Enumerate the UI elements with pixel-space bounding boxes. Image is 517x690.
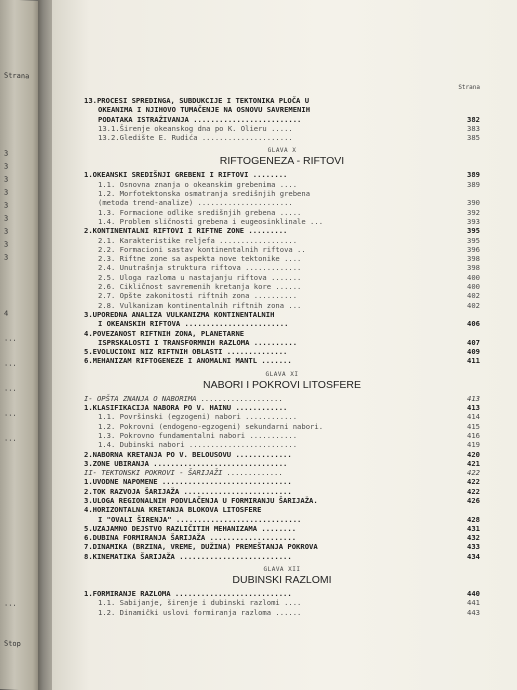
toc-entry-number: 5. — [84, 523, 93, 533]
left-page-fragment: ... — [4, 434, 17, 443]
toc-entry — [84, 468, 480, 477]
chapter-10-entries — [84, 170, 480, 365]
toc-entry-page: 402 — [467, 300, 480, 310]
toc-entry — [84, 133, 480, 142]
toc-entry-title: 1.1. Sabijanje, širenje i dubinski razlomi .... — [98, 598, 302, 608]
toc-entry-number: 7. — [84, 542, 93, 552]
toc-entry-title: (metoda trend-analize) ...................... — [98, 198, 293, 208]
toc-entry-page: 395 — [467, 235, 480, 245]
left-page-fragment: 3 — [4, 240, 9, 249]
toc-entry — [84, 319, 480, 328]
toc-entry — [84, 245, 480, 254]
left-page-fragment: ... — [4, 599, 17, 608]
toc-entry — [84, 124, 480, 133]
toc-entry-title: UPOREDNA ANALIZA VULKANIZMA KONTINENTALNIH — [92, 309, 275, 319]
toc-entry — [84, 542, 480, 551]
toc-entry-page: 422 — [467, 468, 480, 478]
toc-entry — [84, 301, 480, 310]
toc-entry-number: 8. — [84, 551, 93, 561]
toc-entry-title: 13.2.Gledište E. Rudića ..................... — [98, 133, 293, 143]
toc-entry-title: PROCESI SPREDINGA, SUBDUKCIJE I TEKTONIKA PLOČA U — [96, 96, 310, 105]
toc-entry-title: 2.6. Cikličnost savremenih kretanja kore ...... — [98, 282, 302, 292]
chapter-10-label: GLAVA X — [267, 147, 297, 155]
toc-entry-page: 413 — [467, 393, 480, 403]
left-page-fragment: ... — [4, 334, 17, 343]
toc-entry-number: 3. — [84, 495, 93, 505]
toc-entry-title: I "OVALI ŠIRENJA" ............................. — [98, 514, 302, 524]
toc-entry-page: 420 — [467, 449, 480, 459]
toc-entry-page: 395 — [467, 226, 480, 236]
chapter-12-label: GLAVA XII — [263, 566, 301, 574]
left-page-fragment: ... — [4, 359, 17, 368]
left-page-fragment: 3 — [4, 227, 9, 236]
toc-entry-title: - OPŠTA ZNANJA O NABORIMA ................... — [88, 393, 284, 403]
toc-entry-page: 422 — [467, 477, 480, 487]
left-page-fragment: 3 — [4, 214, 9, 223]
toc-entry — [84, 552, 480, 561]
toc-entry-page: 383 — [467, 123, 480, 133]
toc-entry-title: KINEMATIKA ŠARIJAŽA .......................... — [92, 551, 292, 561]
toc-entry-page: 421 — [467, 458, 480, 468]
toc-entry-page: 390 — [467, 198, 480, 208]
toc-entry-page: 402 — [467, 291, 480, 301]
toc-entry-number: 5. — [84, 347, 93, 357]
toc-entry — [84, 254, 480, 263]
toc-entry — [84, 96, 480, 105]
left-page-fragment: ... — [4, 409, 17, 418]
toc-entry-number: 4. — [84, 328, 93, 338]
toc-entry — [84, 515, 480, 524]
toc-entry-page: 411 — [467, 356, 480, 366]
toc-entry — [84, 180, 480, 189]
left-page-fragment: 3 — [4, 188, 9, 197]
toc-entry-title: I OKEANSKIH RIFTOVA ........................ — [98, 319, 289, 329]
toc-entry-title: PODATAKA ISTRAŽIVANJA ......................... — [98, 114, 302, 124]
toc-entry-page: 441 — [467, 598, 480, 608]
toc-entry-number: 2. — [84, 486, 93, 496]
toc-entry-title: 1.3. Formacione odlike središnjih grebena ..... — [98, 207, 302, 217]
toc-entry-page: 389 — [467, 179, 480, 189]
toc-entry-title: 1.1. Površinski (egzogeni) nabori ............ — [98, 412, 298, 422]
toc-entry-page: 416 — [467, 430, 480, 440]
toc-entry — [84, 105, 480, 114]
toc-entry — [84, 496, 480, 505]
toc-entry-title: KONTINENTALNI RIFTOVI I RIFTNE ZONE ......... — [92, 226, 288, 236]
toc-entry-title: 1.2. Pokrovni (endogeno-egzogeni) sekundarni nabori. — [98, 421, 324, 431]
toc-entry-page: 393 — [467, 216, 480, 226]
toc-entry-title: DUBINA FORMIRANJA ŠARIJAŽA .................... — [92, 533, 297, 543]
toc-entry — [84, 338, 480, 347]
toc-entry-page: 392 — [467, 207, 480, 217]
toc-entry — [84, 310, 480, 319]
toc-entry-number: 13. — [84, 96, 97, 105]
toc-entry — [84, 356, 480, 365]
toc-entry — [84, 412, 480, 421]
toc-entry-title: UVODNE NAPOMENE .............................. — [92, 477, 292, 487]
toc-entry-page: 426 — [467, 495, 480, 505]
section-13 — [84, 96, 480, 142]
toc-entry — [84, 487, 480, 496]
chapter-11-label: GLAVA XI — [265, 370, 299, 378]
toc-entry — [84, 329, 480, 338]
toc-entry-page: 419 — [467, 440, 480, 450]
toc-entry — [84, 608, 480, 617]
toc-entry-title: OKEANSKI SREDIŠNJI GREBENI I RIFTOVI ........ — [92, 170, 288, 180]
toc-entry-page: 431 — [467, 523, 480, 533]
toc-entry-page: 415 — [467, 421, 480, 431]
toc-entry-title: KLASIFIKACIJA NABORA PO V. HAINU ............ — [92, 403, 288, 413]
toc-entry-page: 433 — [467, 542, 480, 552]
left-page-fragment: Stop — [4, 639, 21, 649]
toc-entry — [84, 598, 480, 607]
toc-entry-title: 1.2. Morfotektonska osmatranja središnjih grebena — [98, 189, 311, 199]
toc-entry-title: UZAJAMNO DEJSTVO RAZLIČITIH MEHANIZAMA ........ — [92, 523, 297, 533]
left-page-fragment: 3 — [4, 253, 9, 262]
toc-entry-title: 2.5. Uloga razloma u nastajanju riftova ....... — [98, 272, 302, 282]
page-column-header: Strana — [458, 84, 480, 91]
toc-entry-page: 406 — [467, 319, 480, 329]
toc-entry-title: DINAMIKA (BRZINA, VREME, DUŽINA) PREMEŠTANJA POKROVA — [92, 542, 318, 552]
toc-entry-page: 382 — [467, 114, 480, 124]
toc-entry-page: 385 — [467, 133, 480, 143]
toc-entry-page: 428 — [467, 514, 480, 524]
toc-entry-page: 400 — [467, 282, 480, 292]
toc-entry-title: ULOGA REGIONALNIH PODVLAČENJA U FORMIRANJU ŠARIJAŽA. — [92, 495, 318, 505]
toc-entry-title: 1.3. Pokrovno fundamentalni nabori ........... — [98, 430, 298, 440]
toc-entry — [84, 459, 480, 468]
toc-entry — [84, 422, 480, 431]
toc-entry — [84, 236, 480, 245]
toc-entry — [84, 589, 480, 598]
toc-entry-number: II — [84, 468, 93, 478]
toc-entry-page: 432 — [467, 533, 480, 543]
toc-entry-number: 3. — [84, 458, 93, 468]
toc-entry-title: OKEANIMA I NJIHOVO TUMAČENJE NA OSNOVU SAVREMENIH — [98, 105, 311, 115]
toc-entry — [84, 505, 480, 514]
toc-entry — [84, 450, 480, 459]
toc-entry-title: - TEKTONSKI POKROVI - ŠARIJAŽI ............. — [92, 468, 284, 478]
toc-entry-title: 2.8. Vulkanizam kontinentalnih riftnih zona ... — [98, 300, 302, 310]
toc-entry-title: NABORNA KRETANJA PO V. BELOUSOVU ............. — [92, 449, 292, 459]
left-page-fragment: Strana — [4, 71, 30, 81]
toc-entry-number: 3. — [84, 309, 93, 319]
toc-entry-number: 4. — [84, 505, 93, 515]
left-page-edge — [0, 0, 42, 690]
toc-entry — [84, 198, 480, 207]
left-page-fragment: 3 — [4, 162, 9, 171]
toc-entry-page: 413 — [467, 403, 480, 413]
toc-entry — [84, 189, 480, 198]
chapter-11-entries — [84, 394, 480, 561]
toc-entry-page: 400 — [467, 272, 480, 282]
toc-entry-title: TOK RAZVOJA ŠARIJAŽA ......................... — [92, 486, 292, 496]
toc-entry-number: 1. — [84, 403, 93, 413]
toc-entry-title: ISPRSKALOSTI I TRANSFORMNIH RAZLOMA .......... — [98, 337, 298, 347]
chapter-10-title: RIFTOGENEZA - RIFTOVI — [219, 155, 345, 168]
toc-entry-number: 2. — [84, 449, 93, 459]
toc-entry-page: 407 — [467, 337, 480, 347]
toc-entry — [84, 440, 480, 449]
toc-entry — [84, 208, 480, 217]
toc-entry — [84, 347, 480, 356]
toc-entry — [84, 403, 480, 412]
toc-entry — [84, 263, 480, 272]
toc-entry-page: 434 — [467, 551, 480, 561]
toc-entry-title: 1.4. Problem sličnosti grebena i eugeosinklinale ... — [98, 216, 324, 226]
left-page-fragment: 3 — [4, 175, 9, 184]
left-page-fragment: 4 — [4, 309, 9, 318]
toc-entry — [84, 431, 480, 440]
toc-entry-page: 398 — [467, 263, 480, 273]
toc-entry-title: 2.1. Karakteristike reljefa .................. — [98, 235, 298, 245]
toc-entry-page: 422 — [467, 486, 480, 496]
toc-entry — [84, 217, 480, 226]
toc-entry — [84, 524, 480, 533]
toc-entry-number: 1. — [84, 170, 93, 180]
toc-entry-title: 2.3. Riftne zone sa aspekta nove tektonike .... — [98, 254, 302, 264]
toc-entry-title: 2.4. Unutrašnja struktura riftova ............. — [98, 263, 302, 273]
page — [52, 0, 517, 690]
toc-entry — [84, 115, 480, 124]
toc-entry-title: MEHANIZAM RIFTOGENEZE I ANOMALNI MANTL ....... — [92, 356, 292, 366]
toc-entry — [84, 394, 480, 403]
toc-entry-page: 414 — [467, 412, 480, 422]
toc-entry-page: 398 — [467, 254, 480, 264]
toc-entry-number: I — [84, 393, 89, 403]
toc-entry — [84, 226, 480, 235]
toc-entry-title: 13.1.Širenje okeanskog dna po K. Olieru ..... — [98, 123, 293, 133]
chapter-12-entries — [84, 589, 480, 617]
toc-entry-number: 6. — [84, 533, 93, 543]
toc-entry-number: 2. — [84, 226, 93, 236]
toc-entry-title: ZONE UBIRANJA ............................... — [92, 458, 288, 468]
left-page-fragment: 3 — [4, 149, 9, 158]
toc-entry-title: 2.2. Formacioni sastav kontinentalnih riftova .. — [98, 244, 306, 254]
toc-entry-page: 409 — [467, 347, 480, 357]
toc-entry-page: 389 — [467, 170, 480, 180]
left-page-fragment: ... — [4, 384, 17, 393]
toc-entry-page: 443 — [467, 607, 480, 617]
toc-entry-title: POVEZANOST RIFTNIH ZONA, PLANETARNE — [92, 328, 245, 338]
toc-entry-page: 440 — [467, 589, 480, 599]
toc-entry-number: 1. — [84, 589, 93, 599]
toc-entry — [84, 273, 480, 282]
toc-entry-number: 6. — [84, 356, 93, 366]
toc-entry — [84, 533, 480, 542]
table-of-contents — [84, 84, 480, 617]
toc-entry-page: 396 — [467, 244, 480, 254]
toc-entry-title: 2.7. Opšte zakonitosti riftnih zona .......... — [98, 291, 298, 301]
toc-entry-title: 1.2. Dinamički uslovi formiranja razloma ...... — [98, 607, 302, 617]
toc-entry-title: FORMIRANJE RAZLOMA ........................... — [92, 589, 292, 599]
toc-entry-title: EVOLUCIONI NIZ RIFTNIH OBLASTI .............. — [92, 347, 288, 357]
chapter-12-title: DUBINSKI RAZLOMI — [232, 574, 332, 587]
toc-entry — [84, 291, 480, 300]
toc-entry-title: 1.4. Dubinski nabori ......................... — [98, 440, 298, 450]
toc-entry — [84, 170, 480, 179]
toc-entry-number: 1. — [84, 477, 93, 487]
toc-entry — [84, 477, 480, 486]
chapter-11-title: NABORI I POKROVI LITOSFERE — [203, 378, 361, 391]
left-page-fragment: 3 — [4, 201, 9, 210]
toc-entry-title: 1.1. Osnovna znanja o okeanskim grebenima .... — [98, 179, 298, 189]
toc-entry-title: HORIZONTALNA KRETANJA BLOKOVA LITOSFERE — [92, 505, 262, 515]
toc-entry — [84, 282, 480, 291]
